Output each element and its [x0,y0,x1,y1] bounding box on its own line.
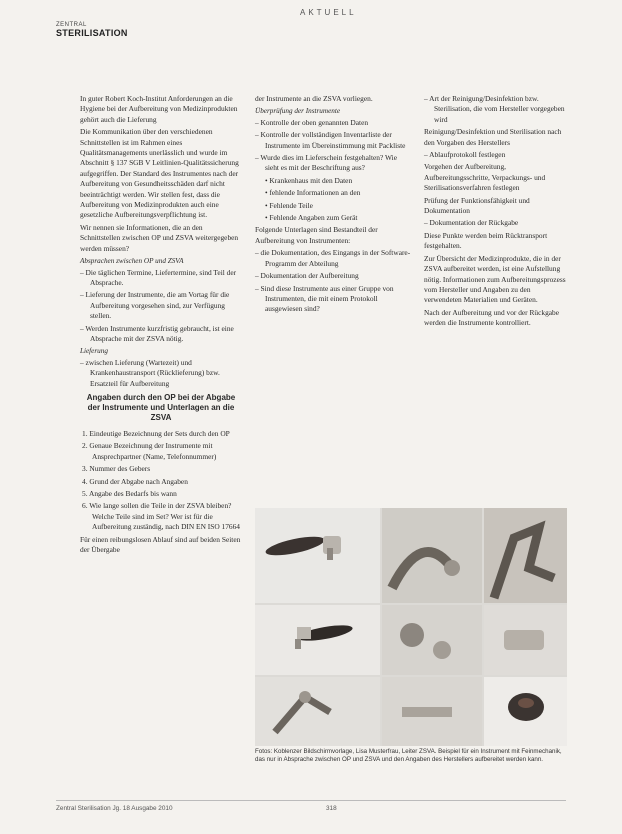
paragraph: Reinigung/Desinfektion und Sterilisation nach den Vorgaben des Herstellers [424,127,562,147]
paragraph: Wir nennen sie Informationen, die an den Schnittstellen zwischen OP und ZSVA weitergegeben werden müssen? [80,222,239,253]
photo-instrument-1 [255,508,380,603]
dash-item: – Dokumentation der Aufbereitung [255,271,359,281]
numbered-item: 3. Nummer des Gebers [82,464,151,474]
photo-instrument-5 [382,605,482,675]
footer-journal: Zentral Sterilisation Jg. 18 Ausgabe 2010 [56,805,173,812]
numbered-item: 6. Wie lange sollen die Teile in der ZSVA bleiben? Welche Teile sind im Set? Wer ist für die Aufbereitung zuständig, nach DIN EN ISO 17664 [82,501,240,532]
photo-instrument-9 [484,677,567,746]
dash-item: – Ablaufprotokoll festlegen [424,150,506,160]
subheading: Lieferung [80,347,108,356]
photo-instrument-8 [382,677,482,746]
dash-item: – Kontrolle der oben genannten Daten [255,117,369,127]
numbered-item: 1. Eindeutige Bezeichnung der Sets durch den OP [82,428,230,438]
paragraph: Zur Übersicht der Medizinprodukte, die in der ZSVA aufbereitet werden, ist eine Aufstellung nötig. Informationen zum Aufbereitungsprozess vom Hersteller und Angaben zu den verwendeten Materialien und Geräten. [424,253,566,305]
dash-item: – Lieferung der Instrumente, die am Vortag für die Aufbereitung vorgesehen sind, zur Verfügung stellen. [80,290,230,321]
bullet-item: • Fehlende Teile [265,200,313,210]
dash-item: – Wurde dies im Lieferschein festgehalten? Wie sieht es mit der Beschriftung aus? [255,153,397,173]
numbered-item: 5. Angabe des Bedarfs bis wann [82,489,177,498]
logo-main-text: STERILISATION [56,28,128,38]
photo-instrument-6 [484,605,567,675]
photo-instrument-3 [484,508,567,603]
bullet-item: • Fehlende Angaben zum Gerät [265,213,358,223]
paragraph: Die Kommunikation über den verschiedenen Schnittstellen ist im Rahmen eines Qualitätsmanagements unerlässlich und wurde im Abschnitt § 137 SGB V Leitlinien-Qualitätssicherung aufgegriffen. Der Standard des Instrumentes nach der Aufbereitung von Gesundheitsschäden darf nicht beeinträchtigt werden. Wir stellen fest, dass die Aufbereitung von Medizinprodukten auch eine gesetzliche Aufbereitungsverpflichtung ist. [80,127,239,220]
paragraph: Diese Punkte werden beim Rücktransport festgehalten. [424,230,548,251]
paragraph: Nach der Aufbereitung und vor der Rückgabe werden die Instrumente kontrolliert. [424,307,560,328]
bullet-item: • fehlende Informationen an den [265,188,361,198]
column-2 [255,94,411,317]
page-number: 318 [326,805,337,812]
dash-item: – Sind diese Instrumente aus einer Gruppe von Instrumenten, die mit einem Protokoll ausgewiesen sind? [255,283,394,314]
subheading: Überprüfung der Instrumente [255,107,341,116]
dash-item: – Die täglichen Termine, Liefertermine, sind Teil der Absprache. [80,267,237,287]
page-footer [56,805,566,812]
bullet-item: • Krankenhaus mit den Daten [265,175,353,185]
numbered-item: 2. Genaue Bezeichnung der Instrumente mit Ansprechpartner (Name, Telefonnummer) [82,441,217,461]
photo-instrument-7 [255,677,380,746]
photo-instrument-2 [382,508,482,603]
journal-logo [56,22,128,38]
dash-item: – zwischen Lieferung (Wartezeit) und Krankenhaustransport (Rücklieferung) bzw. Ersatzteil für Aufbereitung [80,357,220,388]
photo-instrument-4 [255,605,380,675]
box-title: Angaben durch den OP bei der Abgabe der Instrumente und Unterlagen an die ZSVA [86,392,236,422]
paragraph: Vorgehen der Aufbereitung, Aufbereitungsschritte, Verpackungs- und Sterilisationsverfahren festlegen [424,162,546,193]
subheading: Absprachen zwischen OP und ZSVA [80,257,184,266]
instrument-photo-collage [255,508,567,746]
paragraph: der Instrumente an die ZSVA vorliegen. [255,94,373,103]
dash-item: – Kontrolle der vollständigen Inventarliste der Instrumente im Übereinstimmung mit Packliste [255,130,406,150]
column-3 [424,94,570,331]
dash-item: – die Dokumentation, des Eingangs in der Software-Programm der Abteilung [255,248,411,268]
footer-rule [56,800,566,801]
paragraph: Folgende Unterlagen sind Bestandteil der Aufbereitung von Instrumenten: [255,225,378,245]
paragraph: Prüfung der Funktionsfähigkeit und Dokumentation [424,195,530,216]
paragraph: In guter Robert Koch-Institut Anforderungen an die Hygiene bei der Aufbereitung von Medizinprodukten gehört auch die Lieferung [80,94,238,124]
numbered-item: 4. Grund der Abgabe nach Angaben [82,476,188,486]
logo-top-text: ZENTRAL [56,22,87,28]
dash-item: – Werden Instrumente kurzfristig gebraucht, ist eine Absprache mit der ZSVA nötig. [80,323,234,343]
section-header: AKTUELL [300,8,357,17]
figure-caption: Fotos: Koblenzer Bildschirmvorlage, Lisa Musterfrau, Leiter ZSVA. Beispiel für ein Instrument mit Feinmechanik, das nur in Absprache zwischen OP und ZSVA und den Angaben des Herstellers aufbereitet werden kann. [255,748,562,763]
paragraph: Für einen reibungslosen Ablauf sind auf beiden Seiten der Übergabe [80,534,241,555]
column-1 [80,94,242,557]
dash-item: – Dokumentation der Rückgabe [424,218,519,228]
dash-item: – Art der Reinigung/Desinfektion bzw. Sterilisation, die vom Hersteller vorgegeben wird [424,94,565,124]
